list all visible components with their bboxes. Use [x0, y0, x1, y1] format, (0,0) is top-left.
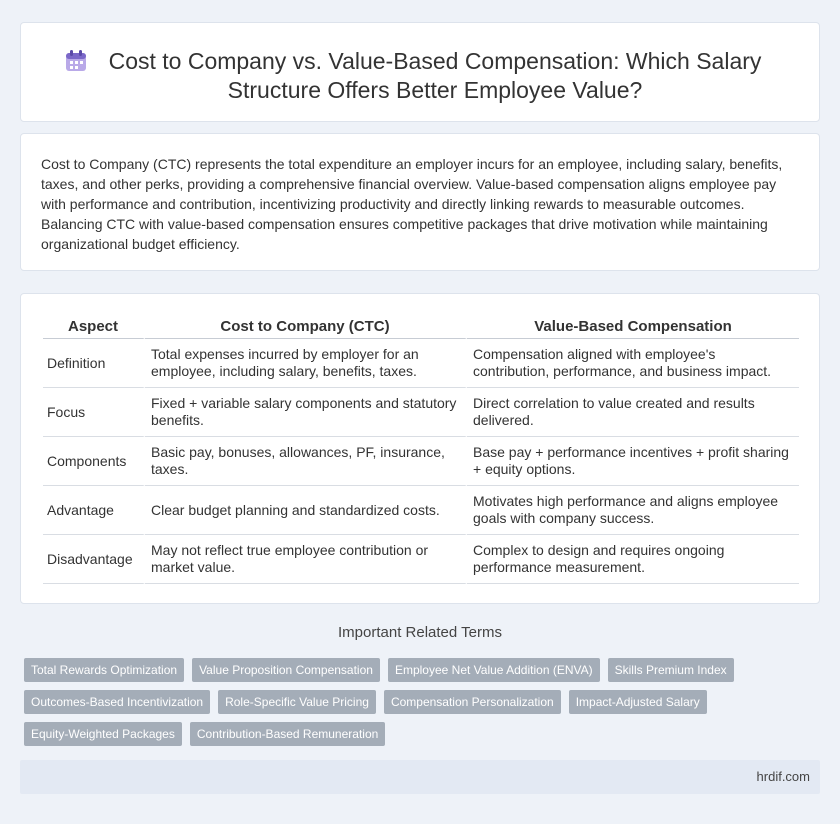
row-aspect: Disadvantage: [43, 535, 145, 584]
row-aspect: Definition: [43, 339, 145, 388]
header-aspect: Aspect: [43, 314, 145, 339]
table-row: [43, 388, 799, 437]
footer-bar: [20, 760, 820, 794]
row-value-based: Complex to design and requires ongoing performance measurement.: [467, 535, 799, 584]
related-term-tag[interactable]: Employee Net Value Addition (ENVA): [388, 658, 600, 682]
related-term-tag[interactable]: Total Rewards Optimization: [24, 658, 184, 682]
row-value-based: Base pay + performance incentives + profit sharing + equity options.: [467, 437, 799, 486]
related-term-tag[interactable]: Compensation Personalization: [384, 690, 561, 714]
row-value-based: Direct correlation to value created and results delivered.: [467, 388, 799, 437]
related-term-tag[interactable]: Impact-Adjusted Salary: [569, 690, 707, 714]
related-term-tag[interactable]: Contribution-Based Remuneration: [190, 722, 385, 746]
table-row: [43, 535, 799, 584]
row-ctc: Fixed + variable salary components and statutory benefits.: [145, 388, 467, 437]
row-value-based: Compensation aligned with employee's contribution, performance, and business impact.: [467, 339, 799, 388]
row-aspect: Advantage: [43, 486, 145, 535]
related-term-tag[interactable]: Skills Premium Index: [608, 658, 734, 682]
row-value-based: Motivates high performance and aligns employee goals with company success.: [467, 486, 799, 535]
related-terms-heading: Important Related Terms: [338, 624, 502, 641]
intro-card: [20, 133, 820, 271]
comparison-table-card: [20, 293, 820, 604]
row-ctc: Clear budget planning and standardized costs.: [145, 486, 467, 535]
related-term-tag[interactable]: Value Proposition Compensation: [192, 658, 380, 682]
title-card: [20, 22, 820, 122]
table-header-row: [43, 314, 799, 339]
row-aspect: Focus: [43, 388, 145, 437]
intro-paragraph: Cost to Company (CTC) represents the total expenditure an employer incurs for an employee, including salary, benefits, taxes, and other perks, providing a comprehensive financial overview. Value-based compensation aligns employee pay with performance and contribution, incentivizing productivity and directly linking rewards to measurable outcomes. Balancing CTC with value-based compensation ensures competitive packages that drive motivation while maintaining organizational budget efficiency.: [41, 156, 783, 252]
table-row: [43, 339, 799, 388]
table-row: [43, 437, 799, 486]
header-ctc: Cost to Company (CTC): [145, 314, 467, 339]
page-title: Cost to Company vs. Value-Based Compensation: Which Salary Structure Offers Better Employee Value?: [108, 48, 762, 103]
table-row: [43, 486, 799, 535]
related-terms-list: [20, 654, 820, 750]
row-ctc: May not reflect true employee contribution or market value.: [145, 535, 467, 584]
row-aspect: Components: [43, 437, 145, 486]
footer-site-link[interactable]: hrdif.com: [756, 769, 810, 784]
comparison-table: [43, 314, 799, 584]
related-term-tag[interactable]: Role-Specific Value Pricing: [218, 690, 376, 714]
header-value-based: Value-Based Compensation: [467, 314, 799, 339]
related-term-tag[interactable]: Outcomes-Based Incentivization: [24, 690, 210, 714]
row-ctc: Basic pay, bonuses, allowances, PF, insurance, taxes.: [145, 437, 467, 486]
row-ctc: Total expenses incurred by employer for an employee, including salary, benefits, taxes.: [145, 339, 467, 388]
related-term-tag[interactable]: Equity-Weighted Packages: [24, 722, 182, 746]
